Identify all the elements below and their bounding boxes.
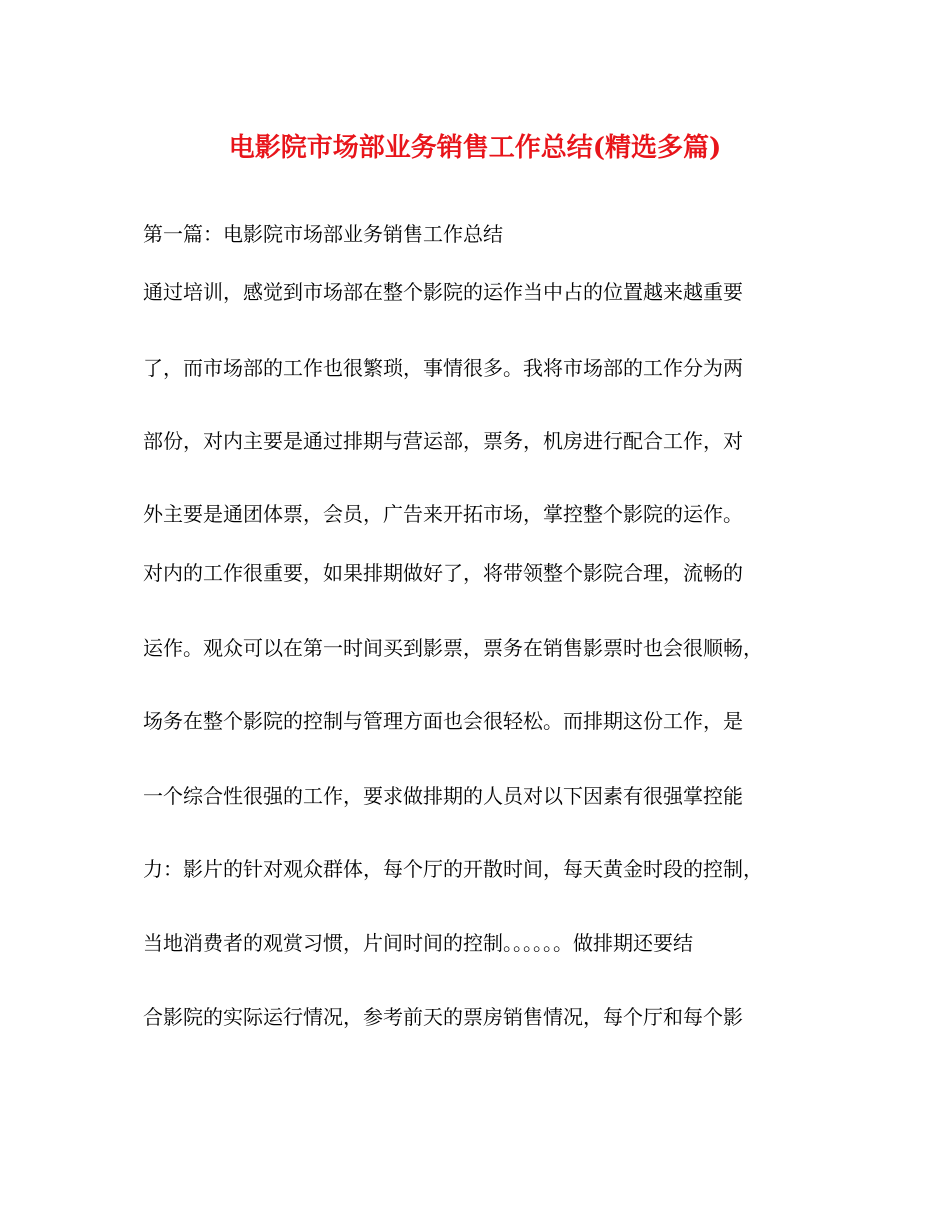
- body-line: 一个综合性很强的工作，要求做排期的人员对以下因素有很强掌控能: [143, 784, 743, 808]
- body-line: 部份，对内主要是通过排期与营运部，票务，机房进行配合工作，对: [143, 429, 743, 453]
- document-title: 电影院市场部业务销售工作总结(精选多篇): [228, 133, 722, 163]
- body-line: 场务在整个影院的控制与管理方面也会很轻松。而排期这份工作，是: [143, 709, 743, 733]
- body-line: 运作。观众可以在第一时间买到影票，票务在销售影票时也会很顺畅，: [143, 636, 763, 660]
- body-line: 通过培训，感觉到市场部在整个影院的运作当中占的位置越来越重要: [143, 280, 743, 304]
- body-line: 力：影片的针对观众群体，每个厅的开散时间，每天黄金时段的控制，: [143, 857, 763, 881]
- body-line: 对内的工作很重要，如果排期做好了，将带领整个影院合理，流畅的: [143, 561, 743, 585]
- section-heading: 第一篇：电影院市场部业务销售工作总结: [143, 222, 503, 246]
- body-line: 了，而市场部的工作也很繁琐，事情很多。我将市场部的工作分为两: [143, 356, 743, 380]
- body-line: 外主要是通团体票，会员，广告来开拓市场，掌控整个影院的运作。: [143, 502, 743, 526]
- body-line: 当地消费者的观赏习惯，片间时间的控制。。。。。。做排期还要结: [143, 931, 693, 955]
- body-line: 合影院的实际运行情况，参考前天的票房销售情况，每个厅和每个影: [143, 1005, 743, 1029]
